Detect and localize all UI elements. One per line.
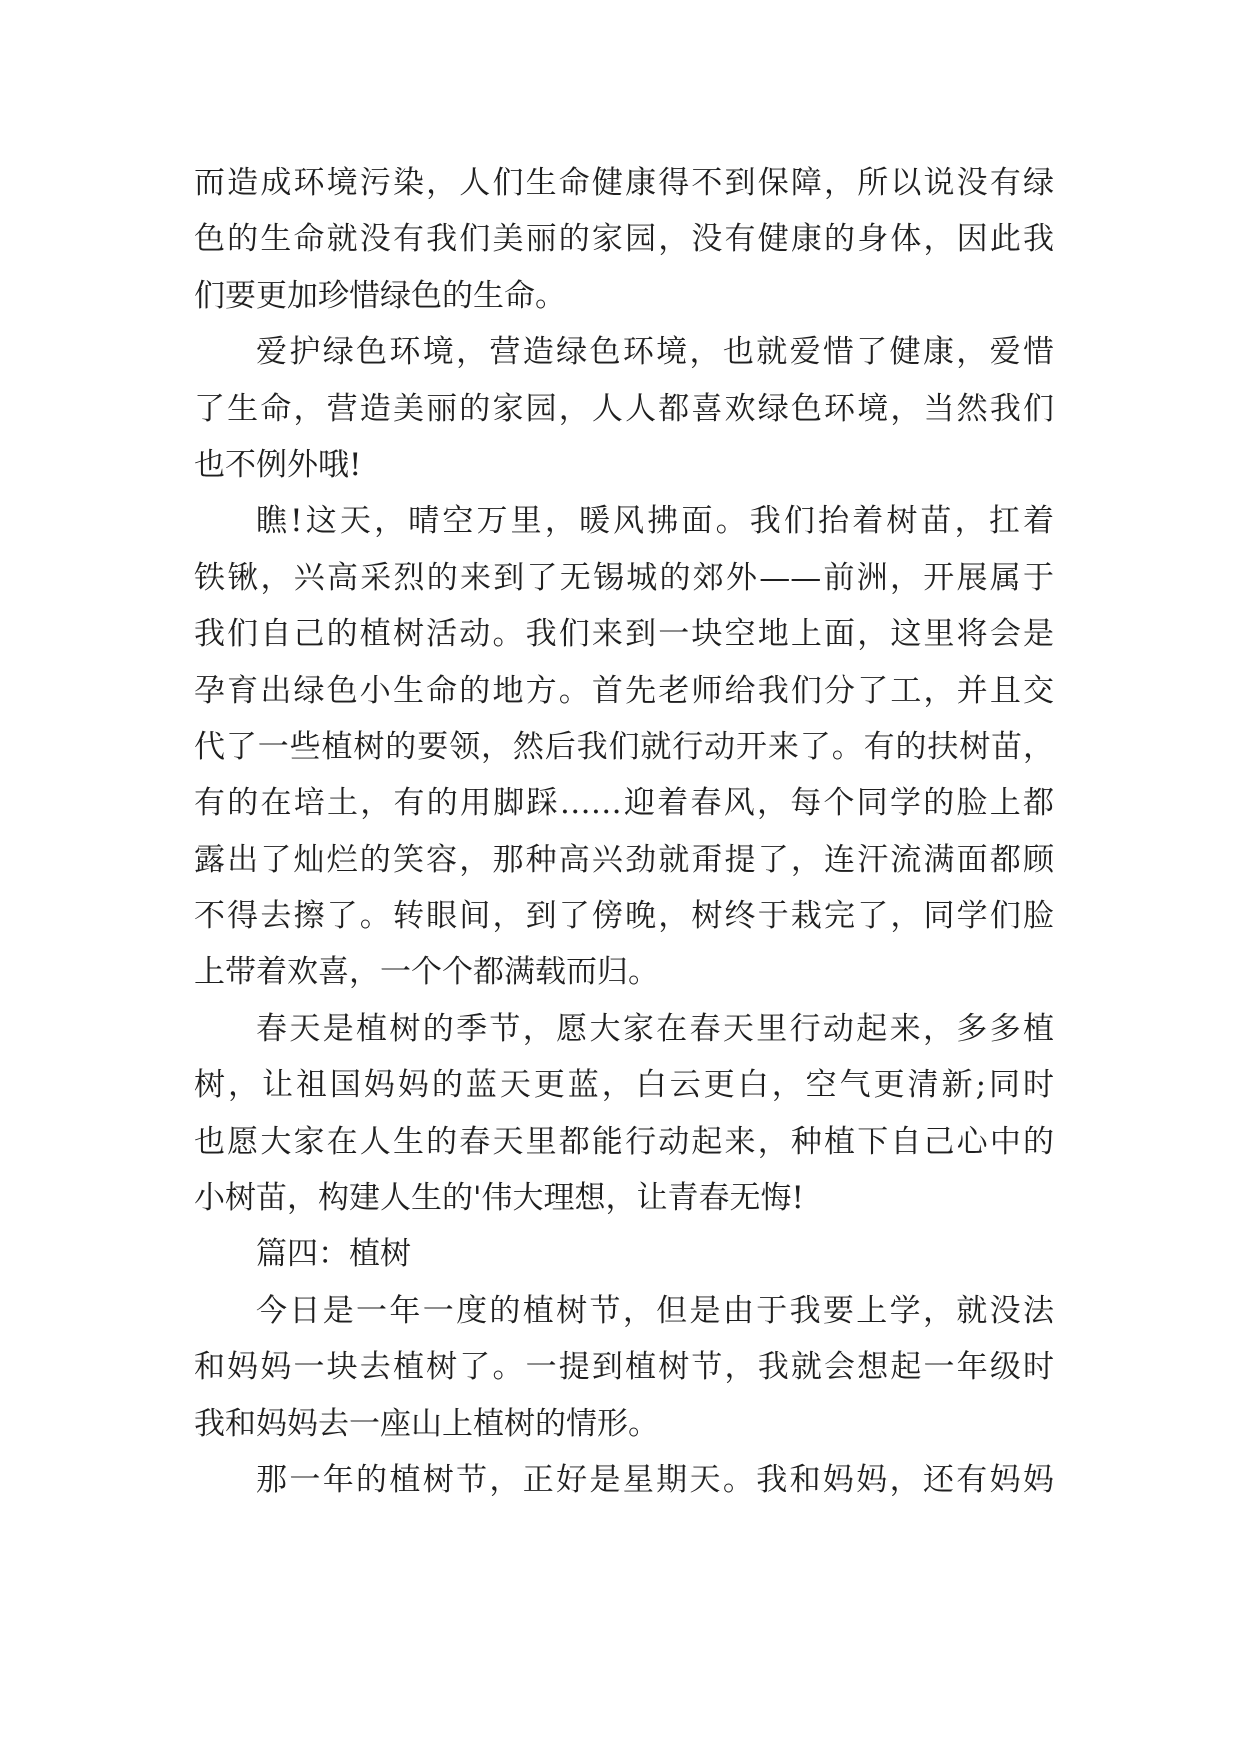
text-line: 爱护绿色环境，营造绿色环境，也就爱惜了健康，爱惜 <box>256 334 1054 371</box>
text-line: 不得去擦了。转眼间，到了傍晚，树终于栽完了，同学们脸 <box>194 898 1054 935</box>
text-line: 我们自己的植树活动。我们来到一块空地上面，这里将会是 <box>194 616 1054 653</box>
text-line: 露出了灿烂的笑容，那种高兴劲就甭提了，连汗流满面都顾 <box>194 841 1054 878</box>
text-line: 也不例外哦! <box>194 446 362 483</box>
text-line: 也愿大家在人生的春天里都能行动起来，种植下自己心中的 <box>194 1123 1054 1160</box>
text-line: 们要更加珍惜绿色的生命。 <box>194 277 566 314</box>
text-line: 瞧!这天，晴空万里，暖风拂面。我们抬着树苗，扛着 <box>256 503 1054 540</box>
text-line: 了生命，营造美丽的家园，人人都喜欢绿色环境，当然我们 <box>194 390 1054 427</box>
text-line: 小树苗，构建人生的'伟大理想，让青春无悔! <box>194 1180 804 1217</box>
text-line: 上带着欢喜，一个个都满载而归。 <box>194 954 659 991</box>
text-line: 我和妈妈去一座山上植树的情形。 <box>194 1405 659 1442</box>
text-line: 孕育出绿色小生命的地方。首先老师给我们分了工，并且交 <box>194 672 1054 709</box>
text-line: 色的生命就没有我们美丽的家园，没有健康的身体，因此我 <box>194 221 1054 258</box>
text-line: 代了一些植树的要领，然后我们就行动开来了。有的扶树苗， <box>194 728 1054 765</box>
text-line: 今日是一年一度的植树节，但是由于我要上学，就没法 <box>256 1292 1054 1329</box>
text-line: 树，让祖国妈妈的蓝天更蓝，白云更白，空气更清新;同时 <box>194 1067 1054 1104</box>
text-line: 铁锹，兴高采烈的来到了无锡城的郊外——前洲，开展属于 <box>194 559 1054 596</box>
text-line: 春天是植树的季节，愿大家在春天里行动起来，多多植 <box>256 1010 1054 1047</box>
text-line: 和妈妈一块去植树了。一提到植树节，我就会想起一年级时 <box>194 1349 1054 1386</box>
text-line: 那一年的植树节，正好是星期天。我和妈妈，还有妈妈 <box>256 1461 1054 1498</box>
text-line: 而造成环境污染，人们生命健康得不到保障，所以说没有绿 <box>194 165 1054 201</box>
text-line: 篇四：植树 <box>256 1236 411 1273</box>
body-text <box>194 155 1054 1508</box>
text-line: 有的在培土，有的用脚踩……迎着春风，每个同学的脸上都 <box>194 785 1054 822</box>
